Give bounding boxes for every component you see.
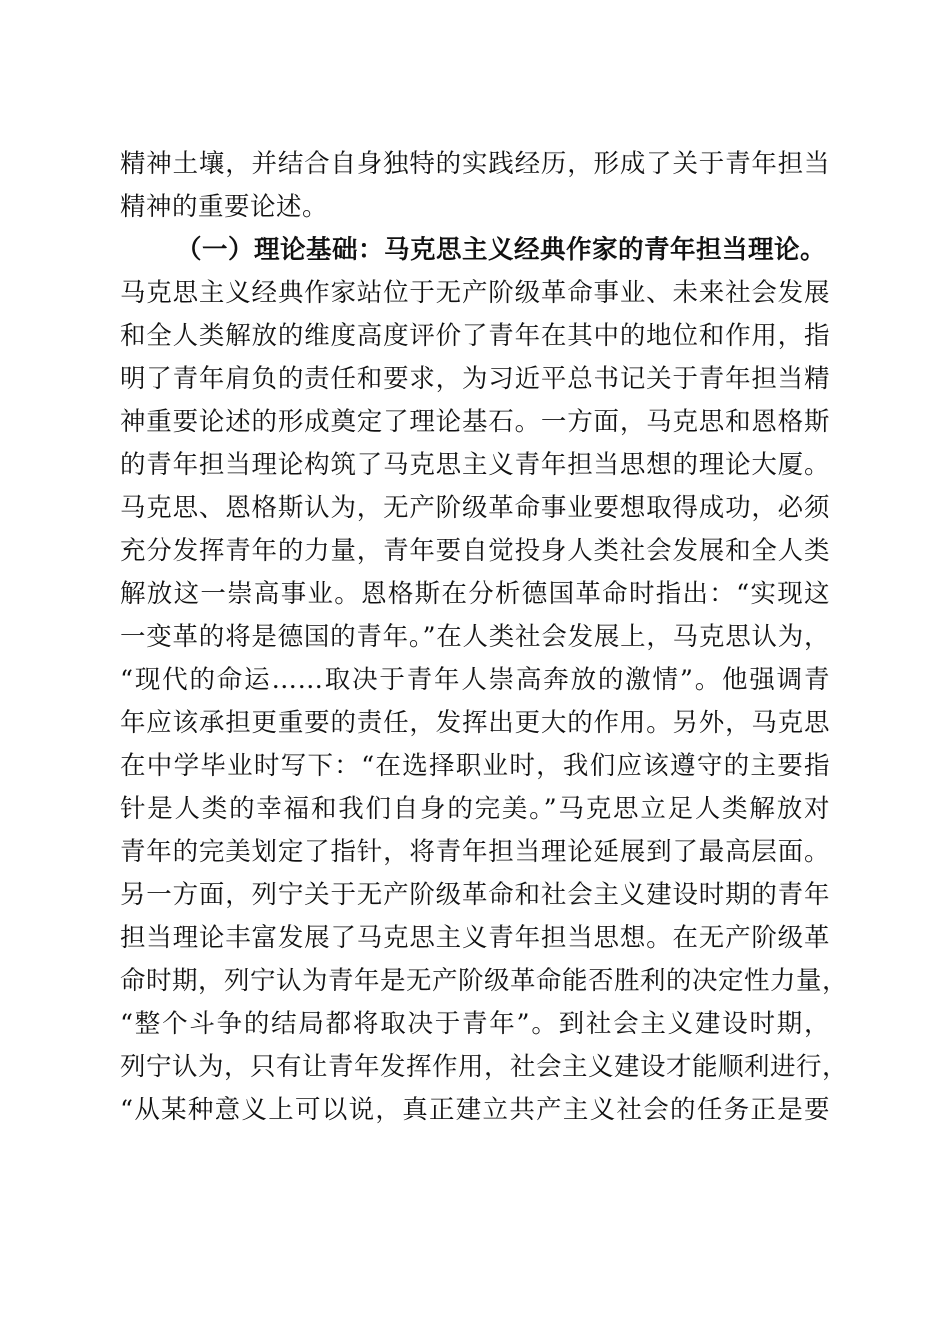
text-line: 针是人类的幸福和我们自身的完美。”马克思立足人类解放对 xyxy=(120,794,830,824)
text-line: 担当理论丰富发展了马克思主义青年担当思想。在无产阶级革 xyxy=(120,923,830,953)
text-line: 马克思、恩格斯认为，无产阶级革命事业要想取得成功，必须 xyxy=(120,493,830,523)
text-line: 命时期，列宁认为青年是无产阶级革命能否胜利的决定性力量， xyxy=(120,966,849,996)
text-line: “从某种意义上可以说，真正建立共产主义社会的任务正是要 xyxy=(120,1095,830,1125)
text-line: 列宁认为，只有让青年发挥作用，社会主义建设才能顺利进行， xyxy=(120,1052,849,1082)
text-line: 马克思主义经典作家站位于无产阶级革命事业、未来社会发展 xyxy=(120,278,830,308)
section-heading: （一）理论基础：马克思主义经典作家的青年担当理论。 xyxy=(176,235,827,265)
text-line: “现代的命运……取决于青年人崇高奔放的激情”。他强调青 xyxy=(120,665,830,695)
text-line: 年应该承担更重要的责任，发挥出更大的作用。另外，马克思 xyxy=(120,708,830,738)
text-line: 解放这一崇高事业。恩格斯在分析德国革命时指出：“实现这 xyxy=(120,579,830,609)
text-line: “整个斗争的结局都将取决于青年”。到社会主义建设时期， xyxy=(120,1009,830,1039)
text-line: 明了青年肩负的责任和要求，为习近平总书记关于青年担当精 xyxy=(120,364,830,394)
text-line: 另一方面，列宁关于无产阶级革命和社会主义建设时期的青年 xyxy=(120,880,830,910)
text-line: 充分发挥青年的力量，青年要自觉投身人类社会发展和全人类 xyxy=(120,536,830,566)
text-line: 神重要论述的形成奠定了理论基石。一方面，马克思和恩格斯 xyxy=(120,407,830,437)
text-line: 精神土壤，并结合自身独特的实践经历，形成了关于青年担当 xyxy=(120,149,830,179)
text-line: 的青年担当理论构筑了马克思主义青年担当思想的理论大厦。 xyxy=(120,450,830,480)
text-line: 一变革的将是德国的青年。”在人类社会发展上，马克思认为， xyxy=(120,622,830,652)
text-line: 和全人类解放的维度高度评价了青年在其中的地位和作用，指 xyxy=(120,321,830,351)
text-line: 在中学毕业时写下：“在选择职业时，我们应该遵守的主要指 xyxy=(120,751,830,781)
body-text xyxy=(120,143,849,1132)
text-line: 青年的完美划定了指针，将青年担当理论延展到了最高层面。 xyxy=(120,837,830,867)
text-line: 精神的重要论述。 xyxy=(120,192,329,222)
